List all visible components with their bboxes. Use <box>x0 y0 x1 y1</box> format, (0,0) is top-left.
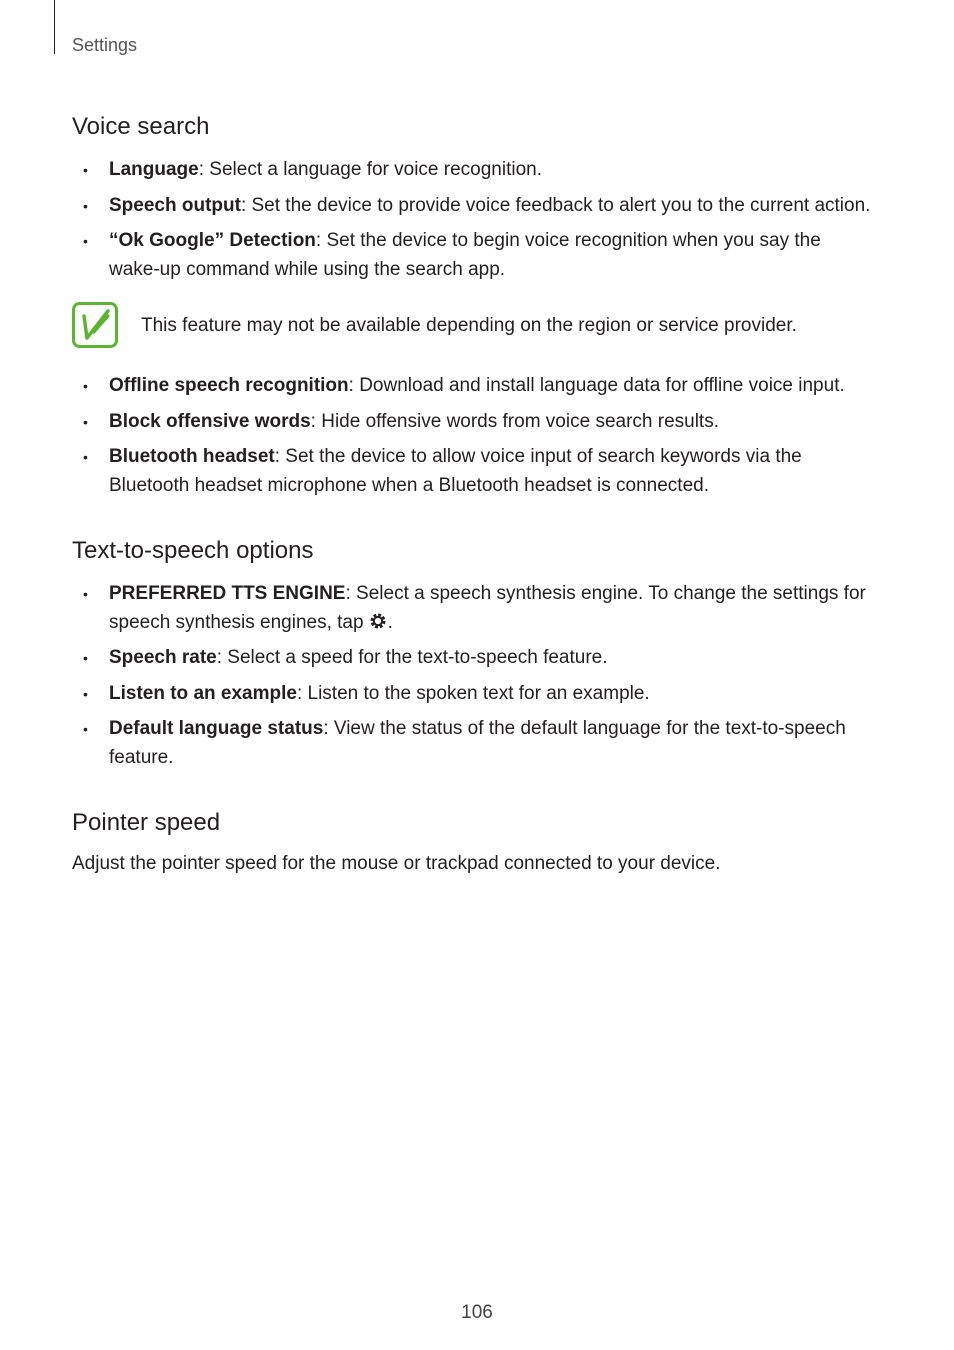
tts-options-list <box>72 580 872 772</box>
item-desc: : Hide offensive words from voice search results. <box>310 410 719 432</box>
list-item <box>72 715 872 772</box>
item-desc: : Listen to the spoken text for an example. <box>296 682 650 704</box>
item-term: Speech rate <box>109 647 217 668</box>
item-desc: : Select a speed for the text-to-speech feature. <box>216 647 608 668</box>
running-header: Settings <box>72 35 138 55</box>
item-desc: : Select a speech synthesis engine. To change the settings for speech synthesis engines, tap <box>109 583 866 633</box>
item-desc: : Set the device to allow voice input of search keywords via the Bluetooth headset microphone when a Bluetooth headset is connected. <box>109 446 802 496</box>
item-desc: : Set the device to provide voice feedback to alert you to the current action. <box>240 194 871 216</box>
bullet: • <box>83 378 88 394</box>
item-term: PREFERRED TTS ENGINE <box>109 583 346 604</box>
item-desc: : Download and install language data for offline voice input. <box>348 375 845 396</box>
list-item <box>72 156 872 185</box>
list-item <box>72 372 872 401</box>
item-term: Default language status <box>109 718 324 739</box>
note-box <box>72 302 872 352</box>
list-item <box>72 680 872 709</box>
tts-options-heading: Text-to-speech options <box>72 537 314 564</box>
item-term: Offline speech recognition <box>109 375 349 396</box>
bullet: • <box>83 650 88 666</box>
bullet: • <box>83 197 88 214</box>
list-item <box>72 227 872 284</box>
note-text: This feature may not be available depending on the region or service provider. <box>141 315 797 336</box>
item-term: Language <box>109 159 199 180</box>
list-item <box>72 408 872 437</box>
bullet: • <box>83 413 88 430</box>
pointer-speed-heading: Pointer speed <box>72 809 221 836</box>
item-desc: : Set the device to begin voice recognition when you say the wake-up command while using the search app. <box>109 230 821 280</box>
page-content <box>72 110 872 878</box>
bullet: • <box>83 721 88 737</box>
bullet: • <box>83 162 88 178</box>
list-item <box>72 443 872 500</box>
item-term: Speech output <box>109 194 241 216</box>
item-term: Block offensive words <box>109 410 311 432</box>
voice-search-list-continued <box>72 372 872 500</box>
page-edge-line <box>54 0 55 54</box>
bullet: • <box>83 233 88 249</box>
voice-search-heading: Voice search <box>72 113 210 140</box>
item-term: “Ok Google” Detection <box>109 230 316 251</box>
bullet: • <box>83 685 88 702</box>
item-desc: : Select a language for voice recognition. <box>198 159 543 180</box>
pointer-speed-body: Adjust the pointer speed for the mouse or trackpad connected to your device. <box>72 853 721 874</box>
gear-icon <box>368 611 388 631</box>
list-item <box>72 580 872 637</box>
voice-search-list <box>72 156 872 284</box>
item-desc-end: . <box>387 611 393 633</box>
list-item <box>72 644 872 673</box>
note-pencil-icon <box>72 302 118 348</box>
list-item <box>72 192 872 221</box>
bullet: • <box>83 449 88 465</box>
page-number: 106 <box>461 1302 493 1323</box>
item-term: Listen to an example <box>109 682 297 704</box>
item-desc: : View the status of the default language for the text-to-speech feature. <box>109 718 846 768</box>
item-term: Bluetooth headset <box>109 446 275 467</box>
bullet: • <box>83 586 88 602</box>
